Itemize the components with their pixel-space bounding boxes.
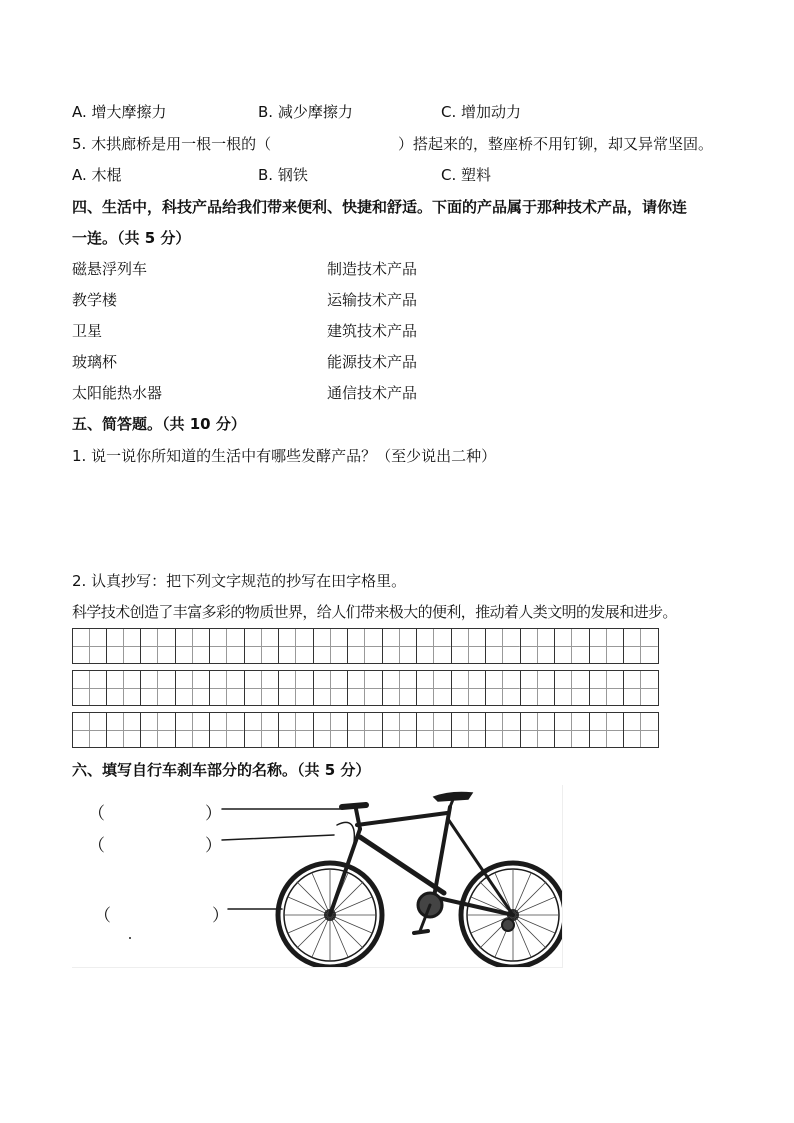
tianzige-cell[interactable] [348,670,383,706]
tianzige-cell[interactable] [555,670,590,706]
section5-q1: 1. 说一说你所知道的生活中有哪些发酵产品？（至少说出二种） [72,447,497,465]
blank-1-close[interactable]: ） [205,804,222,824]
tianzige-cell[interactable] [107,670,142,706]
match-right-item[interactable]: 制造技术产品 [327,260,418,278]
tianzige-cell[interactable] [383,670,418,706]
rear-derailleur [502,919,514,931]
tianzige-cell[interactable] [452,628,487,664]
blank-2-close[interactable]: ） [205,836,222,856]
tianzige-cell[interactable] [452,670,487,706]
tianzige-cell[interactable] [210,712,245,748]
tianzige-cell[interactable] [417,712,452,748]
tianzige-cell[interactable] [486,670,521,706]
tianzige-cell[interactable] [590,670,625,706]
section4-title-line2: 一连。（共 5 分） [72,229,191,247]
blank-3-open[interactable]: （ [94,906,111,926]
tianzige-cell[interactable] [245,670,280,706]
tianzige-cell[interactable] [107,712,142,748]
tianzige-row [72,712,659,748]
tianzige-cell[interactable] [176,670,211,706]
tianzige-cell[interactable] [590,712,625,748]
tianzige-cell[interactable] [141,712,176,748]
section6-title: 六、填写自行车刹车部分的名称。（共 5 分） [72,761,371,779]
q4-option-b: B. 减少摩擦力 [258,103,353,121]
pedal [414,931,428,933]
section4-title-line1: 四、生活中，科技产品给我们带来便利、快捷和舒适。下面的产品属于那种技术产品，请你连 [72,198,688,216]
tianzige-cell[interactable] [314,712,349,748]
tianzige-cell[interactable] [624,670,659,706]
tianzige-cell[interactable] [279,670,314,706]
tianzige-cell[interactable] [176,712,211,748]
blank-3-close[interactable]: ） [212,906,229,926]
tianzige-cell[interactable] [314,670,349,706]
brake-cable [337,822,354,843]
match-left-item[interactable]: 教学楼 [72,291,118,309]
blank-1-open[interactable]: （ [88,804,105,824]
tianzige-cell[interactable] [176,628,211,664]
tianzige-cell[interactable] [417,628,452,664]
tianzige-cell[interactable] [72,670,107,706]
tianzige-cell[interactable] [624,628,659,664]
q5-stem-end: ）搭起来的，整座桥不用钉铆，却又异常坚固。 [398,135,714,153]
match-right-item[interactable]: 通信技术产品 [327,384,418,402]
q5-option-c: C. 塑料 [441,166,492,184]
handlebar [342,805,366,807]
bicycle-illustration [72,785,562,967]
tianzige-cell[interactable] [486,712,521,748]
copy-source-text: 科学技术创造了丰富多彩的物质世界，给人们带来极大的便利，推动着人类文明的发展和进步。 [72,603,677,621]
q5-option-a: A. 木棍 [72,166,122,184]
q5-option-b: B. 钢铁 [258,166,308,184]
tianzige-cell[interactable] [72,628,107,664]
tianzige-cell[interactable] [590,628,625,664]
tianzige-cell[interactable] [521,712,556,748]
tianzige-cell[interactable] [417,670,452,706]
match-left-item[interactable]: 磁悬浮列车 [72,260,148,278]
tianzige-cell[interactable] [348,712,383,748]
match-left-item[interactable]: 玻璃杯 [72,353,118,371]
tianzige-cell[interactable] [210,670,245,706]
tianzige-cell[interactable] [383,628,418,664]
tianzige-cell[interactable] [141,628,176,664]
tianzige-cell[interactable] [245,628,280,664]
tianzige-cell[interactable] [245,712,280,748]
q5-stem-start: 5. 木拱廊桥是用一根一根的（ [72,135,272,153]
section5-title: 五、简答题。（共 10 分） [72,415,246,433]
bike-figure [72,785,563,968]
tianzige-cell[interactable] [279,628,314,664]
tianzige-cell[interactable] [210,628,245,664]
tianzige-cell[interactable] [486,628,521,664]
tianzige-cell[interactable] [314,628,349,664]
match-right-item[interactable]: 建筑技术产品 [327,322,418,340]
tianzige-cell[interactable] [107,628,142,664]
tianzige-row [72,670,659,706]
tianzige-cell[interactable] [279,712,314,748]
tianzige-cell[interactable] [348,628,383,664]
tianzige-cell[interactable] [452,712,487,748]
section5-q2: 2. 认真抄写：把下列文字规范的抄写在田字格里。 [72,572,407,590]
match-left-item[interactable]: 卫星 [72,322,103,340]
tianzige-cell[interactable] [141,670,176,706]
match-right-item[interactable]: 运输技术产品 [327,291,418,309]
tianzige-cell[interactable] [624,712,659,748]
tianzige-cell[interactable] [521,670,556,706]
saddle [434,793,472,802]
match-left-item[interactable]: 太阳能热水器 [72,384,163,402]
tianzige-cell[interactable] [555,712,590,748]
blank-2-open[interactable]: （ [88,836,105,856]
tianzige-cell[interactable] [72,712,107,748]
match-right-item[interactable]: 能源技术产品 [327,353,418,371]
tianzige-cell[interactable] [383,712,418,748]
q4-option-c: C. 增加动力 [441,103,522,121]
q4-option-a: A. 增大摩擦力 [72,103,167,121]
tianzige-cell[interactable] [521,628,556,664]
leader-line-2 [222,835,334,840]
tianzige-cell[interactable] [555,628,590,664]
tianzige-row [72,628,659,664]
top-tube [357,813,447,825]
